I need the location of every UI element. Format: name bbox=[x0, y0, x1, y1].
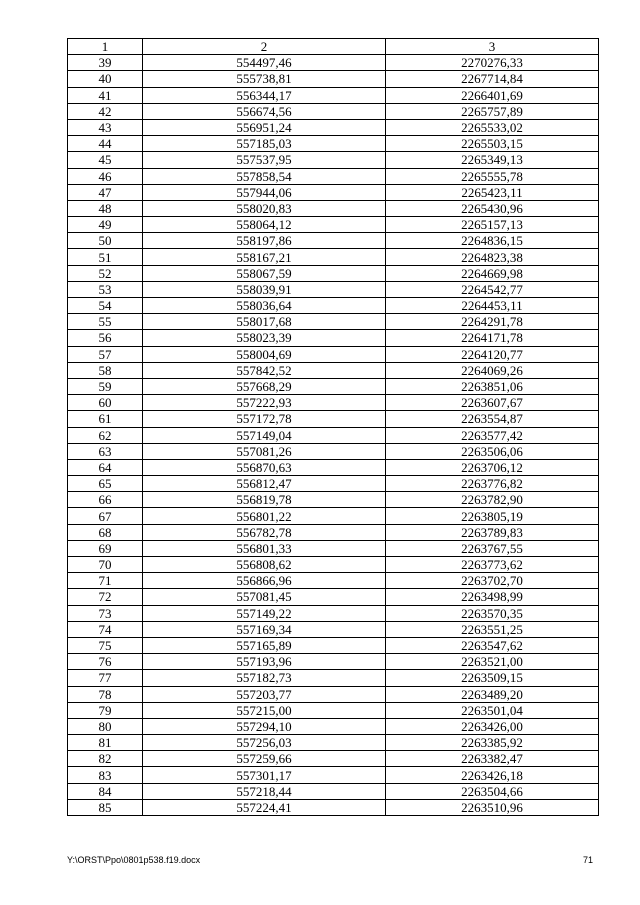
table-row bbox=[68, 71, 599, 87]
table-cell: 2263577,42 bbox=[386, 427, 599, 443]
table-cell: 48 bbox=[68, 200, 143, 216]
table-cell: 557081,26 bbox=[143, 443, 386, 459]
table-row bbox=[68, 654, 599, 670]
table-cell: 2263521,00 bbox=[386, 654, 599, 670]
table-cell: 81 bbox=[68, 735, 143, 751]
table-cell: 77 bbox=[68, 670, 143, 686]
table-row bbox=[68, 670, 599, 686]
table-cell: 2265349,13 bbox=[386, 152, 599, 168]
table-cell: 2263489,20 bbox=[386, 686, 599, 702]
table-cell: 557858,54 bbox=[143, 168, 386, 184]
table-cell: 2263851,06 bbox=[386, 378, 599, 394]
table-cell: 44 bbox=[68, 136, 143, 152]
table-cell: 2263510,96 bbox=[386, 799, 599, 815]
table-row bbox=[68, 476, 599, 492]
table-cell: 557149,22 bbox=[143, 605, 386, 621]
table-cell: 556801,22 bbox=[143, 508, 386, 524]
table-row bbox=[68, 87, 599, 103]
table-cell: 2263498,99 bbox=[386, 589, 599, 605]
table-cell: 557256,03 bbox=[143, 735, 386, 751]
table-cell: 557165,89 bbox=[143, 637, 386, 653]
table-cell: 2264542,77 bbox=[386, 281, 599, 297]
table-row bbox=[68, 783, 599, 799]
table-cell: 558036,64 bbox=[143, 298, 386, 314]
table-cell: 45 bbox=[68, 152, 143, 168]
table-cell: 84 bbox=[68, 783, 143, 799]
table-row bbox=[68, 314, 599, 330]
table-cell: 67 bbox=[68, 508, 143, 524]
table-cell: 2265555,78 bbox=[386, 168, 599, 184]
table-cell: 556819,78 bbox=[143, 492, 386, 508]
table-cell: 557215,00 bbox=[143, 702, 386, 718]
table-cell: 2263805,19 bbox=[386, 508, 599, 524]
table-row bbox=[68, 200, 599, 216]
table-cell: 41 bbox=[68, 87, 143, 103]
table-cell: 2263776,82 bbox=[386, 476, 599, 492]
table-cell: 70 bbox=[68, 557, 143, 573]
table-cell: 59 bbox=[68, 378, 143, 394]
table-cell: 2263551,25 bbox=[386, 621, 599, 637]
table-row bbox=[68, 540, 599, 556]
table-cell: 556674,56 bbox=[143, 103, 386, 119]
table-row bbox=[68, 281, 599, 297]
table-cell: 556801,33 bbox=[143, 540, 386, 556]
table-cell: 2263706,12 bbox=[386, 459, 599, 475]
table-cell: 51 bbox=[68, 249, 143, 265]
table-cell: 556812,47 bbox=[143, 476, 386, 492]
table-cell: 557294,10 bbox=[143, 718, 386, 734]
table-cell: 2264836,15 bbox=[386, 233, 599, 249]
table-row bbox=[68, 735, 599, 751]
table-cell: 61 bbox=[68, 411, 143, 427]
table-cell: 558167,21 bbox=[143, 249, 386, 265]
table-cell: 2263385,92 bbox=[386, 735, 599, 751]
table-row bbox=[68, 508, 599, 524]
table-cell: 2263506,06 bbox=[386, 443, 599, 459]
table-cell: 2270276,33 bbox=[386, 55, 599, 71]
table-cell: 2263504,66 bbox=[386, 783, 599, 799]
table-cell: 69 bbox=[68, 540, 143, 556]
table-cell: 557301,17 bbox=[143, 767, 386, 783]
table-cell: 80 bbox=[68, 718, 143, 734]
table-cell: 557149,04 bbox=[143, 427, 386, 443]
table-cell: 2263509,15 bbox=[386, 670, 599, 686]
table-row bbox=[68, 411, 599, 427]
table-cell: 2264171,78 bbox=[386, 330, 599, 346]
table-cell: 558064,12 bbox=[143, 217, 386, 233]
table-cell: 556344,17 bbox=[143, 87, 386, 103]
table-row bbox=[68, 637, 599, 653]
table-cell: 557224,41 bbox=[143, 799, 386, 815]
table-cell: 68 bbox=[68, 524, 143, 540]
table-cell: 2264669,98 bbox=[386, 265, 599, 281]
table-cell: 52 bbox=[68, 265, 143, 281]
table-cell: 2263426,00 bbox=[386, 718, 599, 734]
table-cell: 2267714,84 bbox=[386, 71, 599, 87]
table-row bbox=[68, 233, 599, 249]
table-cell: 65 bbox=[68, 476, 143, 492]
table-row bbox=[68, 686, 599, 702]
table-cell: 39 bbox=[68, 55, 143, 71]
table-row bbox=[68, 298, 599, 314]
table-cell: 73 bbox=[68, 605, 143, 621]
table-cell: 2263570,35 bbox=[386, 605, 599, 621]
table-row bbox=[68, 217, 599, 233]
table-cell: 557218,44 bbox=[143, 783, 386, 799]
table-cell: 75 bbox=[68, 637, 143, 653]
table-cell: 557172,78 bbox=[143, 411, 386, 427]
table-cell: 556866,96 bbox=[143, 573, 386, 589]
table-cell: 56 bbox=[68, 330, 143, 346]
table-cell: 2263767,55 bbox=[386, 540, 599, 556]
table-cell: 76 bbox=[68, 654, 143, 670]
table-cell: 557193,96 bbox=[143, 654, 386, 670]
table-cell: 55 bbox=[68, 314, 143, 330]
table-row bbox=[68, 55, 599, 71]
table-cell: 557182,73 bbox=[143, 670, 386, 686]
table-row bbox=[68, 184, 599, 200]
footer-file-path: Y:\ORST\Ppo\0801p538.f19.docx bbox=[67, 855, 201, 865]
table-cell: 2265757,89 bbox=[386, 103, 599, 119]
column-header: 3 bbox=[386, 39, 599, 55]
table-cell: 557203,77 bbox=[143, 686, 386, 702]
table-cell: 558017,68 bbox=[143, 314, 386, 330]
table-row bbox=[68, 751, 599, 767]
table-row bbox=[68, 718, 599, 734]
table-cell: 557537,95 bbox=[143, 152, 386, 168]
table-cell: 555738,81 bbox=[143, 71, 386, 87]
table-row bbox=[68, 605, 599, 621]
table-cell: 53 bbox=[68, 281, 143, 297]
table-cell: 558197,86 bbox=[143, 233, 386, 249]
table-cell: 66 bbox=[68, 492, 143, 508]
table-cell: 47 bbox=[68, 184, 143, 200]
table-row bbox=[68, 152, 599, 168]
table-cell: 2264823,38 bbox=[386, 249, 599, 265]
table-cell: 46 bbox=[68, 168, 143, 184]
table-cell: 63 bbox=[68, 443, 143, 459]
table-cell: 557842,52 bbox=[143, 362, 386, 378]
table-row bbox=[68, 119, 599, 135]
column-header: 2 bbox=[143, 39, 386, 55]
table-cell: 558004,69 bbox=[143, 346, 386, 362]
table-cell: 2263702,70 bbox=[386, 573, 599, 589]
table-row bbox=[68, 265, 599, 281]
table-cell: 2263547,62 bbox=[386, 637, 599, 653]
table-cell: 64 bbox=[68, 459, 143, 475]
table-cell: 42 bbox=[68, 103, 143, 119]
table-row bbox=[68, 459, 599, 475]
table-row bbox=[68, 557, 599, 573]
table-cell: 82 bbox=[68, 751, 143, 767]
table-cell: 2263773,62 bbox=[386, 557, 599, 573]
table-row bbox=[68, 249, 599, 265]
table-cell: 556870,63 bbox=[143, 459, 386, 475]
table-cell: 2265423,11 bbox=[386, 184, 599, 200]
table-cell: 2264120,77 bbox=[386, 346, 599, 362]
table-row bbox=[68, 103, 599, 119]
table-cell: 2264453,11 bbox=[386, 298, 599, 314]
table-cell: 2263501,04 bbox=[386, 702, 599, 718]
table-cell: 558067,59 bbox=[143, 265, 386, 281]
table-cell: 557222,93 bbox=[143, 395, 386, 411]
table-cell: 71 bbox=[68, 573, 143, 589]
table-cell: 2263554,87 bbox=[386, 411, 599, 427]
table-cell: 62 bbox=[68, 427, 143, 443]
table-cell: 43 bbox=[68, 119, 143, 135]
table-cell: 83 bbox=[68, 767, 143, 783]
table-cell: 558023,39 bbox=[143, 330, 386, 346]
coordinates-table bbox=[67, 38, 599, 816]
table-cell: 557081,45 bbox=[143, 589, 386, 605]
table-row bbox=[68, 395, 599, 411]
table-cell: 72 bbox=[68, 589, 143, 605]
table-cell: 557944,06 bbox=[143, 184, 386, 200]
table-cell: 2265533,02 bbox=[386, 119, 599, 135]
table-cell: 556951,24 bbox=[143, 119, 386, 135]
table-row bbox=[68, 427, 599, 443]
table-row bbox=[68, 621, 599, 637]
column-header: 1 bbox=[68, 39, 143, 55]
table-cell: 558039,91 bbox=[143, 281, 386, 297]
table-cell: 54 bbox=[68, 298, 143, 314]
table-row bbox=[68, 330, 599, 346]
table-cell: 557668,29 bbox=[143, 378, 386, 394]
table-cell: 49 bbox=[68, 217, 143, 233]
table-row bbox=[68, 589, 599, 605]
table-cell: 2266401,69 bbox=[386, 87, 599, 103]
table-body bbox=[68, 55, 599, 816]
table-header-row bbox=[68, 39, 599, 55]
table-cell: 79 bbox=[68, 702, 143, 718]
table-cell: 2265430,96 bbox=[386, 200, 599, 216]
table-cell: 2263789,83 bbox=[386, 524, 599, 540]
table-cell: 557169,34 bbox=[143, 621, 386, 637]
table-row bbox=[68, 702, 599, 718]
table-row bbox=[68, 362, 599, 378]
table-row bbox=[68, 799, 599, 815]
table-cell: 58 bbox=[68, 362, 143, 378]
footer-page-number: 71 bbox=[583, 855, 594, 865]
table-cell: 556808,62 bbox=[143, 557, 386, 573]
table-cell: 554497,46 bbox=[143, 55, 386, 71]
table-cell: 556782,78 bbox=[143, 524, 386, 540]
table-cell: 78 bbox=[68, 686, 143, 702]
table-cell: 2265503,15 bbox=[386, 136, 599, 152]
table-cell: 60 bbox=[68, 395, 143, 411]
table-row bbox=[68, 378, 599, 394]
table-cell: 2264069,26 bbox=[386, 362, 599, 378]
table-cell: 50 bbox=[68, 233, 143, 249]
table-cell: 57 bbox=[68, 346, 143, 362]
table-cell: 2263607,67 bbox=[386, 395, 599, 411]
table-row bbox=[68, 346, 599, 362]
table-row bbox=[68, 443, 599, 459]
table-cell: 558020,83 bbox=[143, 200, 386, 216]
table-row bbox=[68, 524, 599, 540]
table-cell: 40 bbox=[68, 71, 143, 87]
table-cell: 557185,03 bbox=[143, 136, 386, 152]
table-row bbox=[68, 136, 599, 152]
table-cell: 2263782,90 bbox=[386, 492, 599, 508]
table-row bbox=[68, 168, 599, 184]
table-cell: 2263382,47 bbox=[386, 751, 599, 767]
table-row bbox=[68, 492, 599, 508]
table-cell: 2264291,78 bbox=[386, 314, 599, 330]
table-cell: 2263426,18 bbox=[386, 767, 599, 783]
table-cell: 557259,66 bbox=[143, 751, 386, 767]
table-row bbox=[68, 767, 599, 783]
table-row bbox=[68, 573, 599, 589]
table-cell: 85 bbox=[68, 799, 143, 815]
table-cell: 74 bbox=[68, 621, 143, 637]
table-cell: 2265157,13 bbox=[386, 217, 599, 233]
